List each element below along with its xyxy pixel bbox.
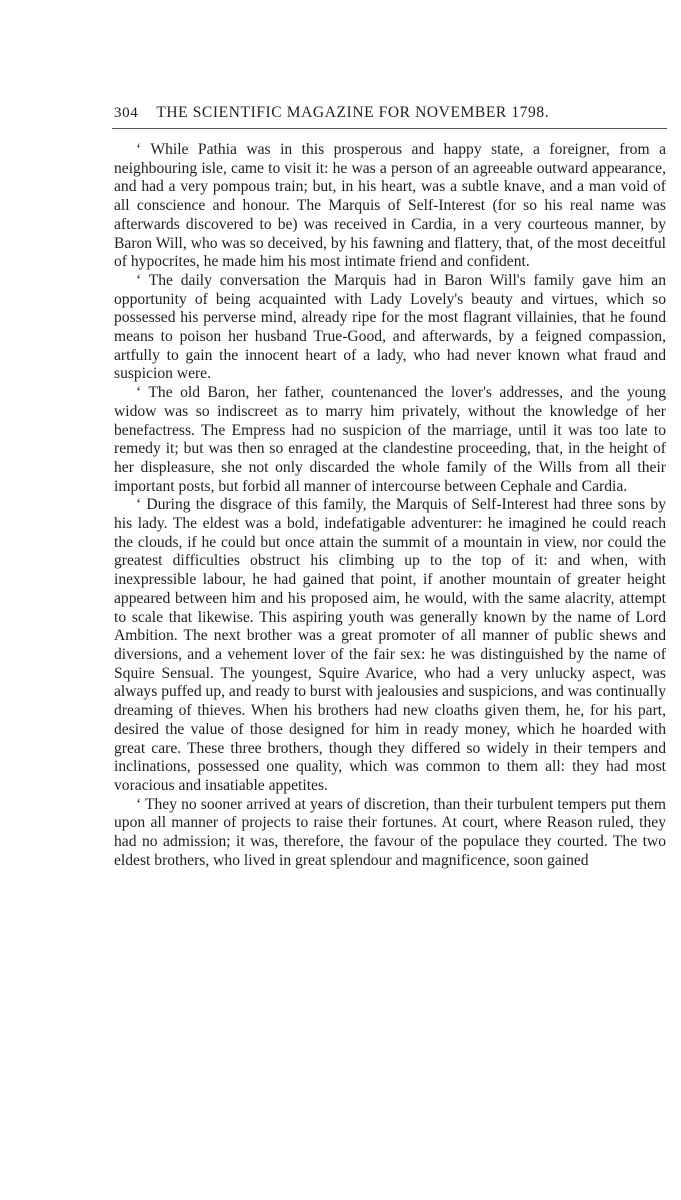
paragraph: ‘ The daily conversation the Marquis had in Baron Will's family gave him an opportunity of being acquainted with Lady Lovely's beauty and virtues, which so possessed his perverse mind, already ripe for the most flagrant villainies, that he found means to poison her husband True-Good, and afterwards, by a feigned compassion, artfully to gain the innocent heart of a lady, who had never known what fraud and suspicion were. [114,271,666,383]
paragraph: ‘ The old Baron, her father, countenanced the lover's addresses, and the young widow was so indiscreet as to marry him privately, without the knowledge of her benefactress. The Empress had no suspicion of the marriage, until it was too late to remedy it; but was then so enraged at the clandestine proceeding, that, in the height of her displeasure, she not only discarded the whole family of the Wills from all their important posts, but forbid all manner of intercourse between Cephale and Cardia. [114,384,666,495]
paragraph: ‘ They no sooner arrived at years of discretion, than their turbulent tempers put them upon all manner of projects to raise their fortunes. At court, where Reason ruled, they had no admission; it was, therefore, the favour of the populace they courted. The two eldest brothers, who lived in great splendour and magnificence, soon gained [114,795,666,869]
running-header [114,104,666,122]
paragraph: ‘ During the disgrace of this family, the Marquis of Self-Interest had three sons by his lady. The eldest was a bold, indefatigable adventurer: he imagined he could reach the clouds, if he could but once attain the summit of a mountain in view, nor could the greatest difficulties obstruct his climbing up to the top of it: and when, with inexpressible labour, he had gained that point, if another mountain of greater height appeared between him and his proposed aim, he would, with the same alacrity, attempt to scale that likewise. This aspiring youth was generally known by the name of Lord Ambition. The next brother was a great promoter of all manner of public shews and diversions, and a vehement lover of the fair sex: he was distinguished by the name of Squire Sensual. The youngest, Squire Avarice, who had a very unlucky aspect, was always puffed up, and ready to burst with jealousies and suspicions, and was continually dreaming of thieves. When his brothers had new cloaths given them, he, for his part, desired the value of those designed for him in ready money, which he hoarded with great care. These three brothers, though they differed so widely in their tempers and inclinations, possessed one quality, which was common to them all: they had most voracious and insatiable appetites. [114,496,666,794]
running-title: THE SCIENTIFIC MAGAZINE FOR NOVEMBER 1798. [156,104,550,121]
page-number: 304 [114,105,139,121]
paragraph: ‘ While Pathia was in this prosperous and happy state, a foreigner, from a neighbouring isle, came to visit it: he was a person of an agreeable outward appearance, and had a very pompous train; but, in his heart, was a subtle knave, and a man void of all conscience and honour. The Marquis of Self-Interest (for so his real name was afterwards discovered to be) was received in Cardia, in a very courteous manner, by Baron Will, who was so deceived, by his fawning and flattery, that, of the most deceitful of hypocrites, he made him his most intimate friend and confident. [114,141,666,271]
header-rule [112,128,667,129]
article-body [114,141,666,870]
